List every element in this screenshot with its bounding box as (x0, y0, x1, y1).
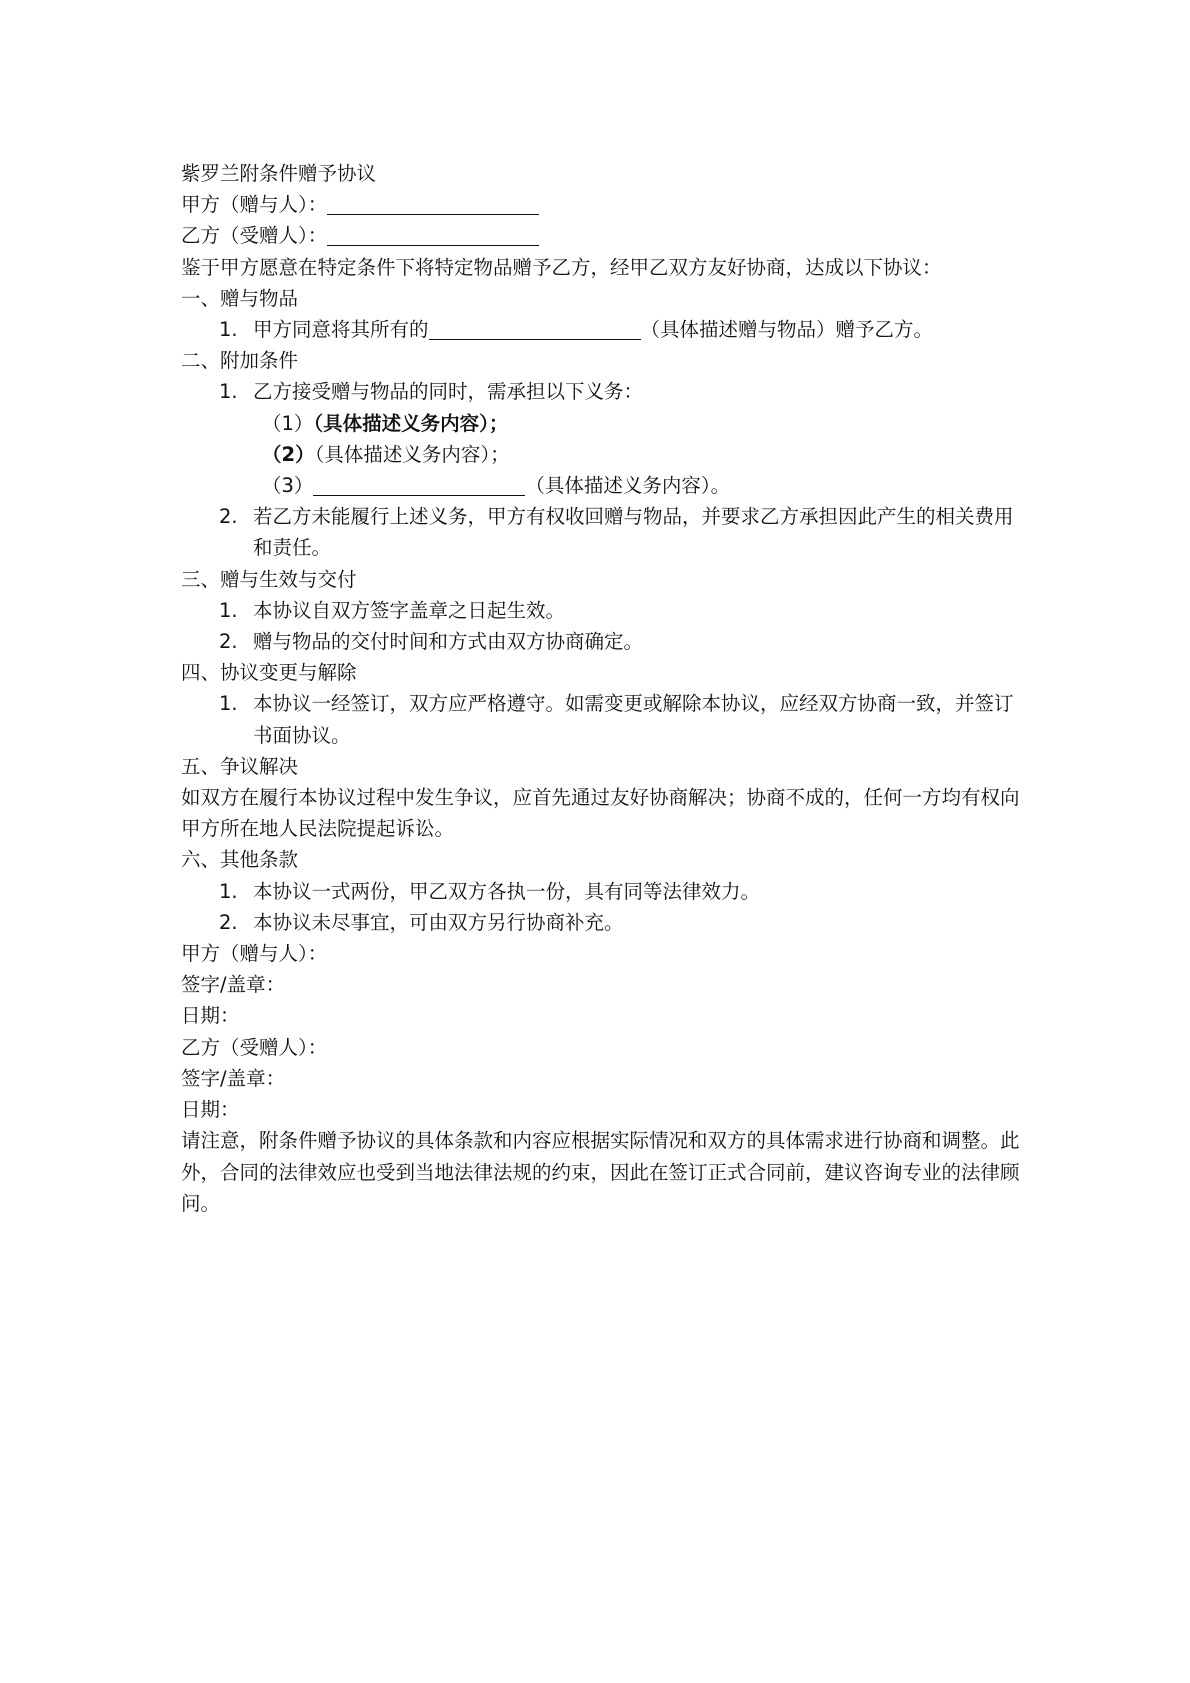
section-2-item-1 (181, 376, 1021, 407)
section-5-heading: 五、争议解决 (181, 754, 299, 778)
sign-party-b-date: 日期： (181, 1098, 240, 1122)
obligation-text: （具体描述义务内容）； (314, 442, 510, 466)
item-number: 1. (219, 692, 238, 716)
section-3-item-1 (181, 595, 1021, 626)
document-body (181, 158, 1021, 1219)
section-6-item-2 (181, 907, 1021, 938)
item-number: 2. (219, 910, 238, 934)
party-a-line (181, 189, 1021, 220)
obligation-text: （具体描述义务内容）。 (525, 474, 731, 498)
obligation-1 (181, 408, 1021, 439)
section-1-item-1 (181, 314, 1021, 345)
section-1-heading: 一、赠与物品 (181, 286, 299, 310)
closing-note: 请注意，附条件赠予协议的具体条款和内容应根据实际情况和双方的具体需求进行协商和调整。此外，合同的法律效应也受到当地法律法规的约束，因此在签订正式合同前，建议咨询专业的法律顾问。 (181, 1129, 1020, 1215)
item-number: 2. (219, 630, 238, 654)
section-4-item-1 (181, 688, 1021, 750)
item-text: 本协议一经签订，双方应严格遵守。如需变更或解除本协议，应经双方协商一致，并签订书面协议。 (253, 692, 1014, 747)
section-4-heading: 四、协议变更与解除 (181, 661, 357, 685)
section-3-heading: 三、赠与生效与交付 (181, 567, 357, 591)
item-text: 本协议未尽事宜，可由双方另行协商补充。 (253, 910, 624, 934)
obligation-number: （2） (262, 442, 315, 466)
item-number: 1. (219, 380, 238, 404)
item-number: 1. (219, 598, 238, 622)
item-text-pre: 甲方同意将其所有的 (253, 318, 429, 342)
section-2-item-2 (181, 501, 1021, 563)
sign-party-a-label: 甲方（赠与人）： (181, 942, 328, 966)
sign-party-b-label: 乙方（受赠人）： (181, 1035, 328, 1059)
section-3-item-2 (181, 626, 1021, 657)
item-number: 2. (219, 505, 238, 529)
party-a-label: 甲方（赠与人）： (181, 193, 328, 217)
party-b-blank (327, 223, 539, 246)
document-title: 紫罗兰附条件赠予协议 (181, 162, 377, 185)
item-text: 赠与物品的交付时间和方式由双方协商确定。 (253, 630, 644, 654)
party-b-line (181, 220, 1021, 251)
section-2-heading: 二、附加条件 (181, 349, 299, 373)
obligation-text: （具体描述义务内容）； (313, 411, 509, 435)
obligation-number: （3） (262, 474, 314, 498)
item-text: 若乙方未能履行上述义务，甲方有权收回赠与物品，并要求乙方承担因此产生的相关费用和责任。 (253, 505, 1014, 560)
obligation-blank (313, 473, 525, 496)
obligation-2 (181, 439, 1021, 470)
dispute-paragraph: 如双方在履行本协议过程中发生争议，应首先通过友好协商解决；协商不成的，任何一方均有权向甲方所在地人民法院提起诉讼。 (181, 786, 1020, 841)
preamble: 鉴于甲方愿意在特定条件下将特定物品赠予乙方，经甲乙双方友好协商，达成以下协议： (181, 255, 942, 279)
party-b-label: 乙方（受赠人）： (181, 224, 328, 248)
item-text: 乙方接受赠与物品的同时，需承担以下义务： (253, 380, 644, 404)
sign-party-a-signature: 签字/盖章： (181, 973, 286, 997)
section-6-item-1 (181, 876, 1021, 907)
item-text-post: （具体描述赠与物品）赠予乙方。 (640, 318, 934, 342)
party-a-blank (327, 192, 539, 215)
sign-party-a-date: 日期： (181, 1004, 240, 1028)
item-text: 本协议自双方签字盖章之日起生效。 (253, 598, 566, 622)
obligation-3 (181, 470, 1021, 501)
item-text: 本协议一式两份，甲乙双方各执一份，具有同等法律效力。 (253, 879, 761, 903)
item-number: 1. (219, 879, 238, 903)
gift-item-blank (429, 317, 641, 340)
item-number: 1. (219, 318, 238, 342)
section-6-heading: 六、其他条款 (181, 848, 299, 872)
sign-party-b-signature: 签字/盖章： (181, 1066, 286, 1090)
obligation-number: （1） (262, 411, 314, 435)
